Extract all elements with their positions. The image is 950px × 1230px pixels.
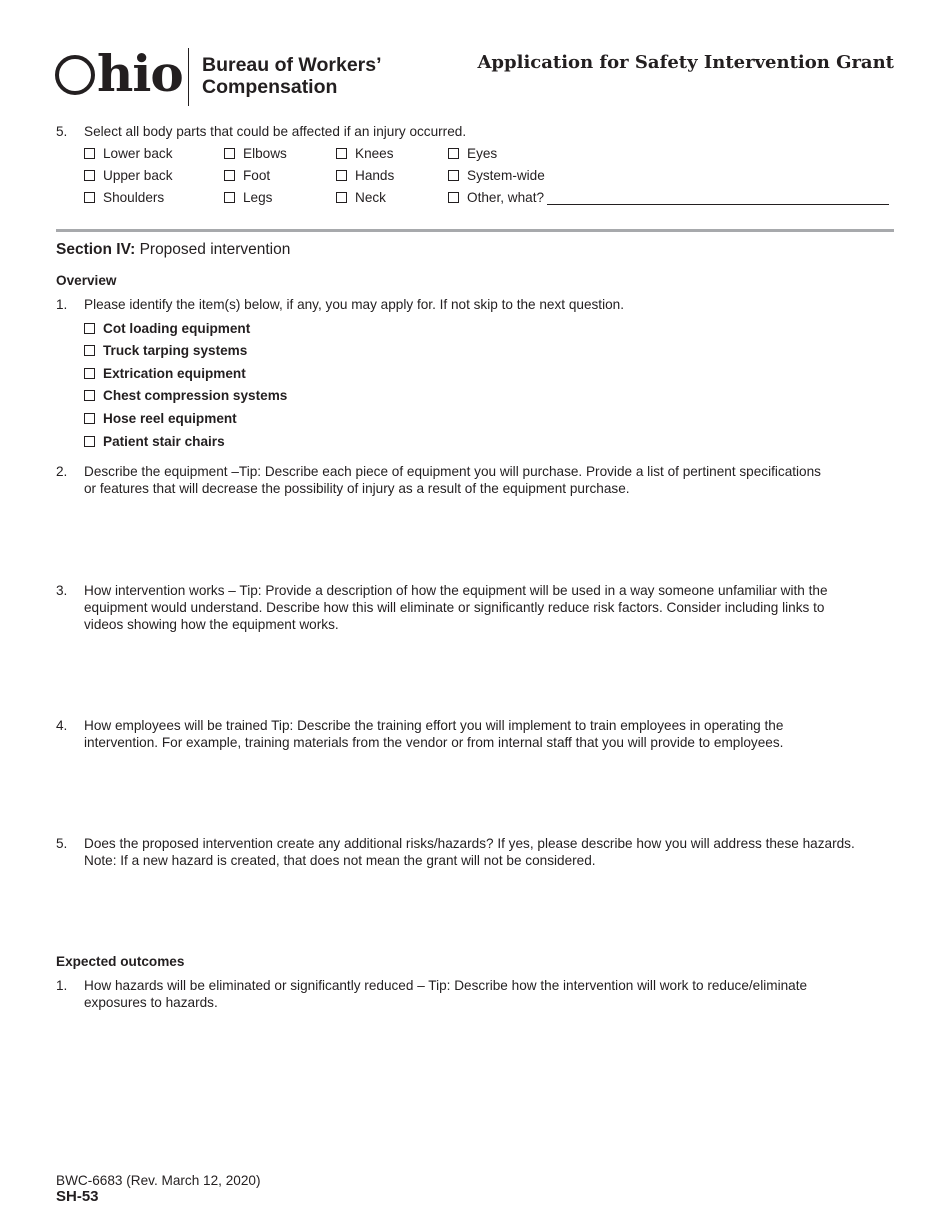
checkbox-icon[interactable] bbox=[336, 192, 347, 203]
checkbox-cot-loading[interactable]: Cot loading equipment bbox=[84, 320, 250, 337]
outcomes-q1-number: 1. bbox=[56, 978, 68, 993]
checkbox-icon[interactable] bbox=[84, 368, 95, 379]
checkbox-icon[interactable] bbox=[84, 390, 95, 401]
checkbox-icon[interactable] bbox=[336, 148, 347, 159]
checkbox-upper-back[interactable]: Upper back bbox=[84, 167, 173, 184]
overview-heading: Overview bbox=[56, 273, 117, 288]
checkbox-icon[interactable] bbox=[84, 192, 95, 203]
checkbox-icon[interactable] bbox=[84, 170, 95, 181]
logo-o-ring bbox=[55, 55, 95, 95]
form-number: BWC-6683 (Rev. March 12, 2020) bbox=[56, 1173, 261, 1188]
logo-divider bbox=[188, 48, 189, 106]
agency-name bbox=[202, 54, 382, 98]
outcomes-heading: Expected outcomes bbox=[56, 954, 185, 969]
checkbox-other[interactable]: Other, what? bbox=[448, 189, 889, 206]
checkbox-icon[interactable] bbox=[448, 148, 459, 159]
outcomes-q1-text: How hazards will be eliminated or significantly reduced – Tip: Describe how the intervention will work to reduce/eliminate exposures to hazards. bbox=[84, 978, 808, 1010]
logo-word: hio bbox=[97, 44, 183, 103]
checkbox-neck[interactable]: Neck bbox=[336, 189, 386, 206]
checkbox-legs[interactable]: Legs bbox=[224, 189, 272, 206]
checkbox-icon[interactable] bbox=[84, 345, 95, 356]
checkbox-extrication[interactable]: Extrication equipment bbox=[84, 365, 246, 382]
checkbox-chest-compression[interactable]: Chest compression systems bbox=[84, 387, 287, 404]
checkbox-icon[interactable] bbox=[224, 192, 235, 203]
body-parts-number: 5. bbox=[56, 124, 68, 139]
checkbox-icon[interactable] bbox=[448, 170, 459, 181]
q4-text: How employees will be trained Tip: Describe the training effort you will implement to train employees in operating the intervention. For example, training materials from the vendor or from internal staff that you will provide to employees. bbox=[84, 718, 784, 750]
checkbox-icon[interactable] bbox=[84, 436, 95, 447]
checkbox-icon[interactable] bbox=[448, 192, 459, 203]
checkbox-icon[interactable] bbox=[336, 170, 347, 181]
checkbox-icon[interactable] bbox=[224, 148, 235, 159]
checkbox-shoulders[interactable]: Shoulders bbox=[84, 189, 164, 206]
checkbox-hose-reel[interactable]: Hose reel equipment bbox=[84, 410, 237, 427]
checkbox-icon[interactable] bbox=[84, 148, 95, 159]
checkbox-foot[interactable]: Foot bbox=[224, 167, 270, 184]
q5-text: Does the proposed intervention create any additional risks/hazards? If yes, please describe how you will address these hazards. Note: If a new hazard is created, that does not mean the grant will not be considered. bbox=[84, 836, 855, 868]
checkbox-hands[interactable]: Hands bbox=[336, 167, 394, 184]
other-what-input[interactable] bbox=[547, 191, 889, 205]
checkbox-knees[interactable]: Knees bbox=[336, 145, 394, 162]
agency-line-1: Bureau of Workers’ bbox=[202, 54, 382, 76]
section-title: Proposed intervention bbox=[139, 241, 291, 258]
q2-text: Describe the equipment –Tip: Describe each piece of equipment you will purchase. Provide a list of pertinent specifications or features that will decrease the possibility of injury as a result of the equipment purchase. bbox=[84, 464, 821, 496]
section-divider bbox=[56, 229, 894, 232]
form-title: Application for Safety Intervention Grant bbox=[477, 52, 894, 73]
q1-text: Please identify the item(s) below, if any, you may apply for. If not skip to the next question. bbox=[84, 297, 625, 312]
checkbox-truck-tarping[interactable]: Truck tarping systems bbox=[84, 342, 247, 359]
checkbox-icon[interactable] bbox=[84, 413, 95, 424]
checkbox-lower-back[interactable]: Lower back bbox=[84, 145, 173, 162]
q2-number: 2. bbox=[56, 464, 68, 479]
q3-text: How intervention works – Tip: Provide a description of how the equipment will be used in a way someone unfamiliar with the equipment would understand. Describe how this will eliminate or significantly reduce risk factors. Consider including links to videos showing how the equipment works. bbox=[84, 583, 828, 632]
checkbox-eyes[interactable]: Eyes bbox=[448, 145, 497, 162]
checkbox-elbows[interactable]: Elbows bbox=[224, 145, 287, 162]
section-label: Section IV: bbox=[56, 241, 136, 258]
section-heading bbox=[56, 240, 290, 259]
q3-number: 3. bbox=[56, 583, 68, 598]
q4-number: 4. bbox=[56, 718, 68, 733]
q1-number: 1. bbox=[56, 297, 68, 312]
form-code: SH-53 bbox=[56, 1188, 99, 1205]
body-parts-question: Select all body parts that could be affected if an injury occurred. bbox=[84, 124, 467, 139]
q5-number: 5. bbox=[56, 836, 68, 851]
agency-line-2: Compensation bbox=[202, 76, 338, 98]
checkbox-icon[interactable] bbox=[84, 323, 95, 334]
checkbox-system-wide[interactable]: System-wide bbox=[448, 167, 545, 184]
checkbox-icon[interactable] bbox=[224, 170, 235, 181]
checkbox-stair-chairs[interactable]: Patient stair chairs bbox=[84, 433, 225, 450]
